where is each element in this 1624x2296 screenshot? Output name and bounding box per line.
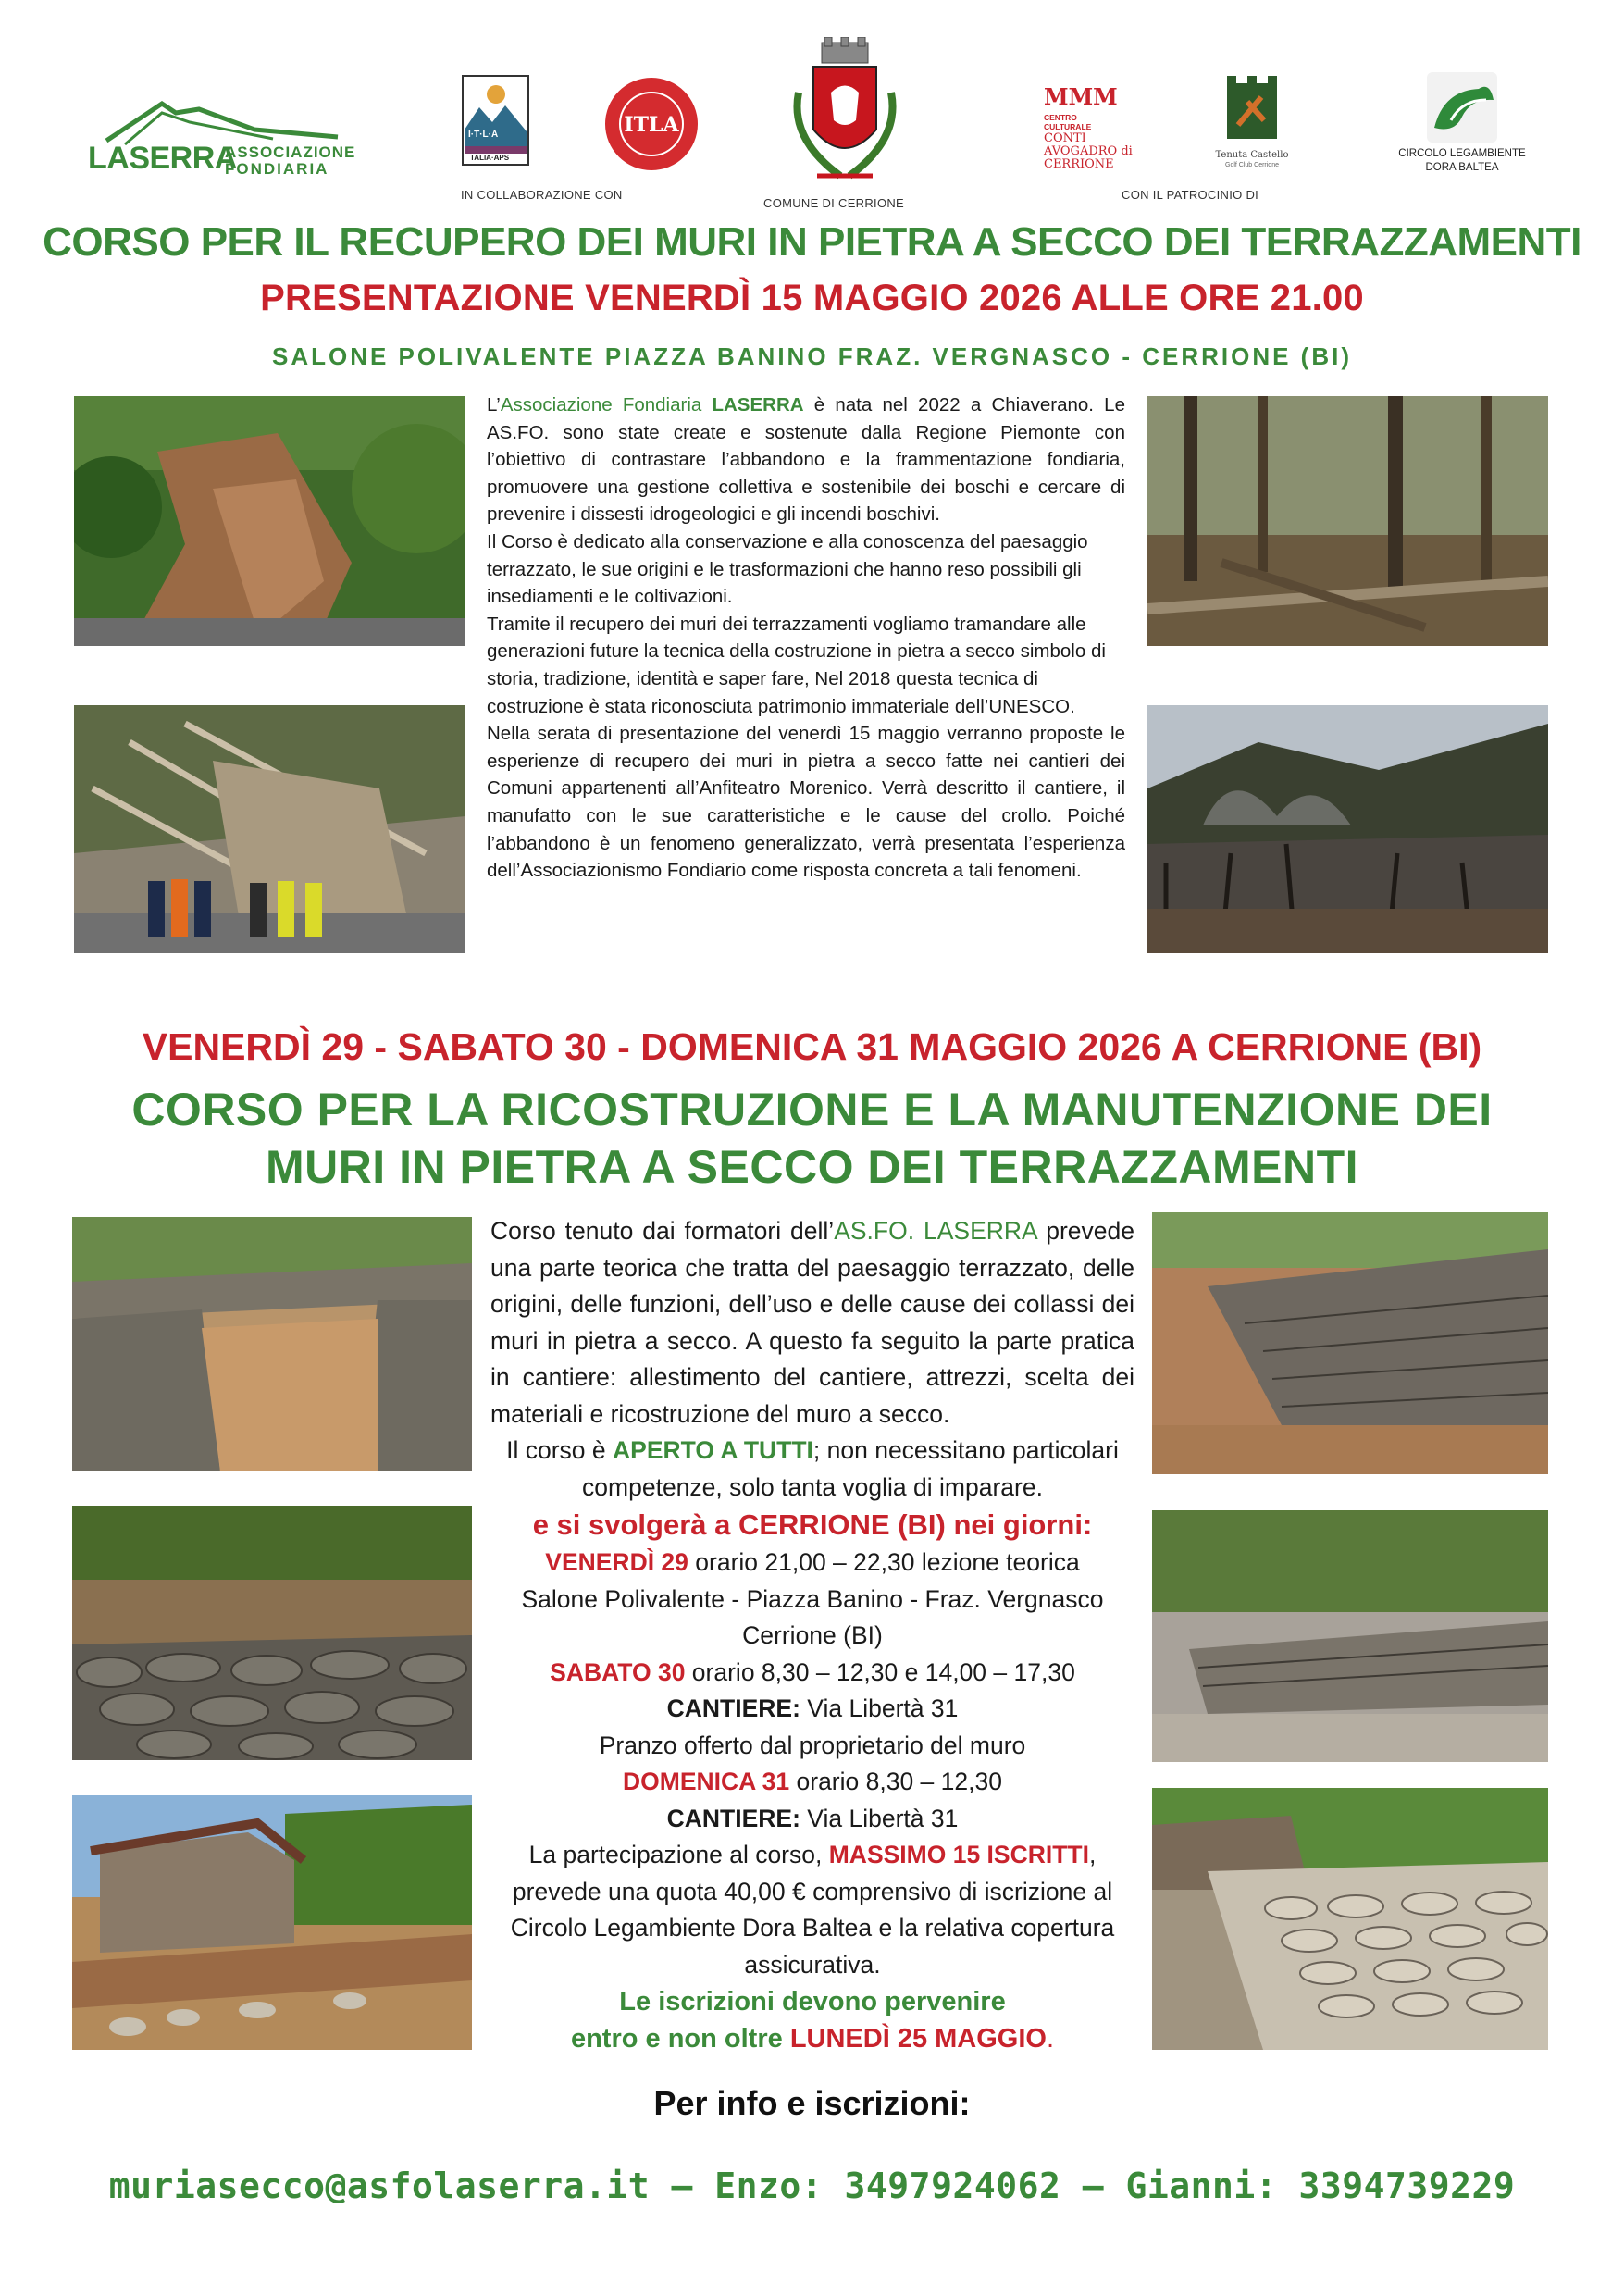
course-lunch: Pranzo offerto dal proprietario del muro <box>599 1731 1026 1759</box>
photo-stone-wall-2 <box>72 1506 472 1760</box>
laserra-assoc: ASSOCIAZIONE <box>225 143 356 161</box>
course-paragraph-1: Corso tenuto dai formatori dell’AS.FO. LASERRA prevede una parte teorica che tratta del paesaggio terrazzato, delle origini, delle funzioni, dell’uso e delle cause dei collassi dei muri in pietra a secco. A questo fa seguito la parte pratica in cantiere: allestimento del cantiere, attrezzi, scelta dei materiali e ricostruzione del muro a secco. <box>490 1217 1134 1428</box>
course-title-line-2: MURI IN PIETRA A SECCO DEI TERRAZZAMENTI <box>265 1141 1359 1193</box>
scuola-ring-text <box>566 176 737 177</box>
logo-legambiente: CIRCOLO LEGAMBIENTE DORA BALTEA <box>1397 72 1527 179</box>
course-friday-place: Salone Polivalente - Piazza Banino - Fraz. Vergnasco Cerrione (BI) <box>521 1584 1104 1649</box>
course-dates: VENERDÌ 29 - SABATO 30 - DOMENICA 31 MAGGIO 2026 A CERRIONE (BI) <box>142 1025 1482 1068</box>
laserra-wordmark: LASERRA <box>88 141 237 176</box>
course-sunday: DOMENICA 31 orario 8,30 – 12,30 <box>623 1768 1002 1795</box>
intro-paragraph-1: L’Associazione Fondiaria LASERRA è nata nel 2022 a Chiaverano. Le AS.FO. sono state create e sostenute dalla Regione Piemonte con l’obiettivo di contrastare l’abbandono e la frammentazione fondiaria, promuovere una gestione collettiva e sostenibile dei boschi e cercare di prevenire i dissesti idrogeologici e gli incendi boschivi. <box>487 394 1125 526</box>
presentation-venue: SALONE POLIVALENTE PIAZZA BANINO FRAZ. VERGNASCO - CERRIONE (BI) <box>271 342 1352 370</box>
info-heading: Per info e iscrizioni: <box>653 2084 971 2122</box>
photo-landslide-rescue <box>74 705 465 953</box>
course-where: e si svolgerà a CERRIONE (BI) nei giorni: <box>532 1508 1093 1541</box>
laserra-fond: FONDIARIA <box>225 160 329 178</box>
photo-rebuilt-wall-1 <box>1152 1212 1548 1474</box>
intro-paragraph-4: Nella serata di presentazione del venerdì 15 maggio verranno proposte le esperienze di recupero dei muri in pietra a secco fatte nei cantieri dei Comuni appartenenti all’Anfiteatro Morenico. Verrà descritto il cantiere, il manufatto con le sue caratteristiche e le cause del crollo. Poiché l’abbandono è un fenomeno generalizzato, verrà presentata l’esperienza dell’Associazionismo Fondiario come risposta concreta a tali fenomeni. <box>487 723 1125 882</box>
contacts-line: muriasecco@asfolaserra.it – Enzo: 3497924062 – Gianni: 3394739229 <box>108 2166 1516 2206</box>
caption-patrocinio: CON IL PATROCINIO DI <box>1122 188 1259 202</box>
course-paragraph-2: Il corso è APERTO A TUTTI; non necessitano particolari competenze, solo tanta voglia di imparare. <box>506 1436 1119 1501</box>
main-title: CORSO PER IL RECUPERO DEI MURI IN PIETRA A SECCO DEI TERRAZZAMENTI <box>43 219 1581 265</box>
logo-comune-cerrione-crest <box>789 37 900 199</box>
course-text <box>490 1213 1134 2057</box>
course-cantiere-1: CANTIERE: Via Libertà 31 <box>666 1694 959 1722</box>
course-registration-1: Le iscrizioni devono pervenire <box>619 1987 1006 2017</box>
photo-rebuilt-wall-2 <box>1152 1510 1548 1762</box>
laserra-mountain-icon <box>88 93 347 148</box>
photo-forest-fallen-trees <box>1147 396 1548 646</box>
itla-sub: TALIA·APS <box>470 154 510 162</box>
course-participation: La partecipazione al corso, MASSIMO 15 ISCRITTI, prevede una quota 40,00 € comprensivo di iscrizione al Circolo Legambiente Dora Baltea e la relativa copertura assicurativa. <box>510 1841 1115 1979</box>
photo-landslide-slope <box>74 396 465 646</box>
photo-rebuilt-wall-3 <box>1152 1788 1548 2050</box>
intro-paragraph-2: Il Corso è dedicato alla conservazione e alla conoscenza del paesaggio terrazzato, le sue origini e le trasformazioni che hanno reso possibili gli insediamenti e le coltivazioni. <box>487 530 1088 608</box>
photo-cottage-site <box>72 1795 472 2050</box>
caption-collaborazione: IN COLLABORAZIONE CON <box>461 188 623 202</box>
intro-text <box>487 391 1125 885</box>
svg-text:ITLA: ITLA <box>624 113 679 137</box>
photo-wildfire <box>1147 705 1548 953</box>
photo-collapsed-wall-1 <box>72 1217 472 1471</box>
course-saturday: SABATO 30 orario 8,30 – 12,30 e 14,00 – 17,30 <box>550 1657 1075 1686</box>
presentation-date: PRESENTAZIONE VENERDÌ 15 MAGGIO 2026 ALLE ORE 21.00 <box>260 278 1364 318</box>
course-cantiere-2: CANTIERE: Via Libertà 31 <box>666 1804 959 1832</box>
logo-tenuta-castello: Tenuta Castello Golf Club Cerrione <box>1210 74 1294 176</box>
logo-scuola-pietra-secco <box>603 76 700 172</box>
logo-mmm-conti-avogadro: MMM CENTRO CULTURALE CONTI AVOGADRO di CERRIONE <box>1044 83 1133 171</box>
course-title-line-1: CORSO PER LA RICOSTRUZIONE E LA MANUTENZIONE DEI <box>131 1084 1493 1136</box>
course-friday: VENERDÌ 29 orario 21,00 – 22,30 lezione teorica <box>545 1548 1080 1576</box>
logo-laserra <box>88 93 356 180</box>
course-registration-2: entro e non oltre LUNEDÌ 25 MAGGIO. <box>570 2024 1055 2054</box>
intro-paragraph-3: Tramite il recupero dei muri dei terrazzamenti vogliamo tramandare alle generazioni future la tecnica della costruzione in pietra a secco simbolo di storia, tradizione, identità e saper fare, Nel 2018 questa tecnica di costruzione è stata riconosciuta patrimonio immateriale dell’UNESCO. <box>487 613 1106 717</box>
itla-text: I·T·L·A <box>468 130 499 140</box>
logo-itla <box>461 74 530 167</box>
caption-comune: COMUNE DI CERRIONE <box>763 196 905 210</box>
